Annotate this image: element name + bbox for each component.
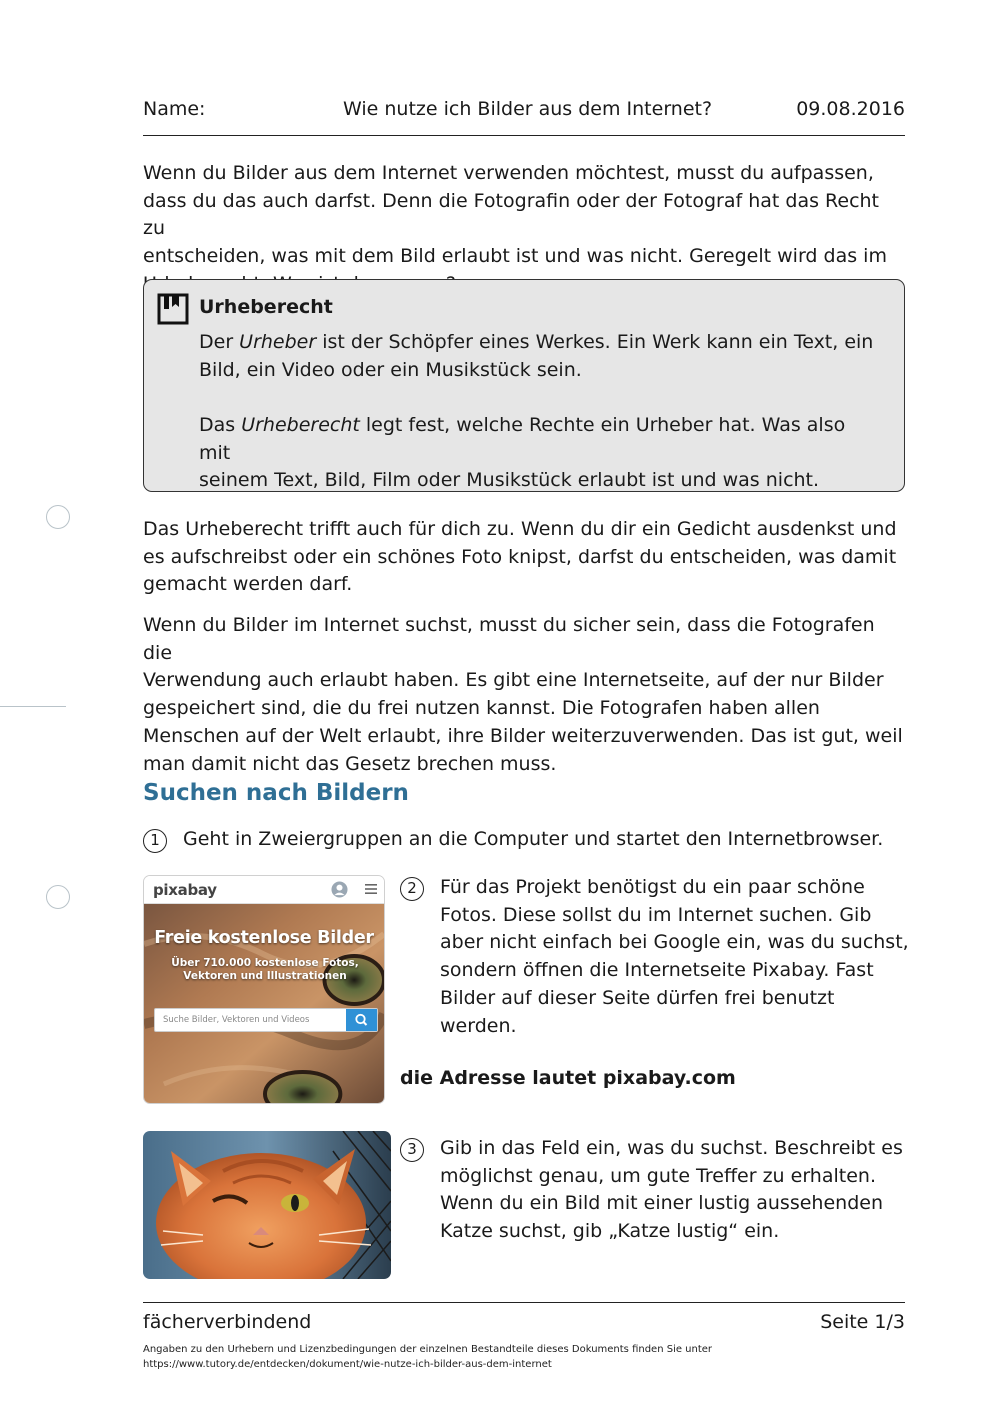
text-segment: Der (199, 331, 240, 353)
text-line (199, 412, 879, 467)
pixabay-address: die Adresse lautet pixabay.com (400, 1067, 736, 1089)
pixabay-search-button (346, 1009, 377, 1031)
text-line: Über 710.000 kostenlose Fotos, (171, 957, 359, 969)
footer-divider (143, 1302, 905, 1303)
italic-term: Urheberecht (241, 414, 360, 436)
text-line: seinem Text, Bild, Film oder Musikstück erlaubt ist und was nicht. (199, 469, 820, 492)
text-line: dass du das auch darfst. Denn die Fotografin oder der Fotograf hat das Recht zu (143, 189, 880, 240)
worksheet-header (143, 96, 905, 136)
task-number-3: 3 (400, 1138, 424, 1162)
text-line: Wenn du Bilder im Internet suchst, musst du sicher sein, dass die Fotografen die (143, 614, 875, 664)
text-line: Gib in das Feld ein, was du suchst. Beschreibt es (440, 1137, 903, 1159)
text-line: Wenn du Bilder aus dem Internet verwenden möchtest, musst du aufpassen, (143, 162, 874, 184)
text-line: gemacht werden darf. (143, 573, 353, 596)
intro-paragraph (143, 160, 905, 299)
text-line: Das Urheberecht trifft auch für dich zu. Wenn du dir ein Gedicht ausdenkst und (143, 518, 897, 540)
pixabay-search-field (154, 1008, 378, 1032)
section-heading: Suchen nach Bildern (143, 780, 409, 806)
text-line: Vektoren und Illustrationen (183, 970, 347, 982)
text-segment: Das (199, 414, 242, 436)
text-line: Bilder auf dieser Seite dürfen frei benutzt (440, 986, 835, 1009)
page-number: Seite 1/3 (820, 1311, 905, 1333)
text-segment: legt fest, welche Rechte ein Urheber hat. Was also mit (199, 414, 846, 464)
pixabay-subheadline (154, 957, 376, 983)
pixabay-screenshot (143, 875, 385, 1104)
text-line: Bild, ein Video oder ein Musikstück sein. (199, 358, 582, 381)
license-url: https://www.tutory.de/entdecken/dokument/wie-nutze-ich-bilder-aus-dem-internet (143, 1359, 552, 1370)
text-line (199, 329, 879, 357)
text-line: gespeichert sind, die du frei nutzen kannst. Die Fotografen haben allen (143, 697, 820, 720)
text-line: Geht in Zweiergruppen an die Computer und startet den Internetbrowser. (183, 828, 884, 850)
paragraph-free-images (143, 612, 905, 778)
task-number-1: 1 (143, 829, 167, 853)
text-line: Für das Projekt benötigst du ein paar schöne (440, 876, 865, 898)
italic-term: Urheber (239, 331, 317, 353)
text-line: aber nicht einfach bei Google ein, was du suchst, (440, 931, 909, 954)
text-line: Verwendung auch erlaubt haben. Es gibt eine Internetseite, auf der nur Bilder (143, 669, 884, 692)
punch-hole-mark-top (46, 505, 70, 529)
text-line: man damit nicht das Gesetz brechen muss. (143, 752, 557, 775)
text-line: Menschen auf der Welt erlaubt, ihre Bilder weiterzuverwenden. Das ist gut, weil (143, 724, 903, 747)
text-line: möglichst genau, um gute Treffer zu erhalten. (440, 1164, 876, 1187)
text-line: Fotos. Diese sollst du im Internet suchen. Gib (440, 903, 872, 926)
worksheet-title: Wie nutze ich Bilder aus dem Internet? (343, 98, 713, 120)
pixabay-top-bar (144, 876, 384, 904)
task-2-text (440, 874, 909, 1040)
task-number-2: 2 (400, 877, 424, 901)
infobox-paragraph-1 (199, 329, 879, 384)
text-line: es aufschreibst oder ein schönes Foto knipst, darfst du entscheiden, was damit (143, 545, 897, 568)
name-label: Name: (143, 98, 206, 120)
search-icon (346, 1009, 377, 1031)
bookmark-book-icon (157, 293, 189, 325)
task-3-text (440, 1135, 903, 1246)
text-line: sondern öffnen die Internetseite Pixabay. Fast (440, 959, 874, 982)
text-line: werden. (440, 1014, 517, 1037)
infobox-title: Urheberecht (199, 296, 333, 318)
urheberecht-infobox (143, 279, 905, 492)
user-icon (331, 881, 348, 898)
worksheet-date: 09.08.2016 (796, 98, 905, 120)
text-line: entscheiden, was mit dem Bild erlaubt ist und was nicht. Geregelt wird das im (143, 245, 887, 268)
infobox-paragraph-2 (199, 412, 879, 495)
pixabay-headline: Freie kostenlose Bilder (154, 928, 374, 948)
menu-icon (365, 883, 377, 895)
text-segment: ist der Schöpfer eines Werkes. Ein Werk kann ein Text, ein (316, 331, 874, 353)
punch-hole-mark-bottom (46, 885, 70, 909)
search-placeholder: Suche Bilder, Vektoren und Videos (163, 1015, 310, 1025)
license-note: Angaben zu den Urhebern und Lizenzbedingungen der einzelnen Bestandteile dieses Dokuments finden Sie unter (143, 1344, 713, 1355)
text-line: Katze suchst, gib „Katze lustig“ ein. (440, 1220, 780, 1243)
task-1-text (183, 826, 883, 854)
pixabay-logo: pixabay (153, 881, 217, 899)
funny-cat-photo (143, 1131, 391, 1279)
fold-mark (0, 706, 66, 707)
footer-subject: fächerverbindend (143, 1311, 312, 1333)
paragraph-own-rights (143, 516, 905, 599)
text-line: Wenn du ein Bild mit einer lustig aussehenden (440, 1192, 883, 1215)
